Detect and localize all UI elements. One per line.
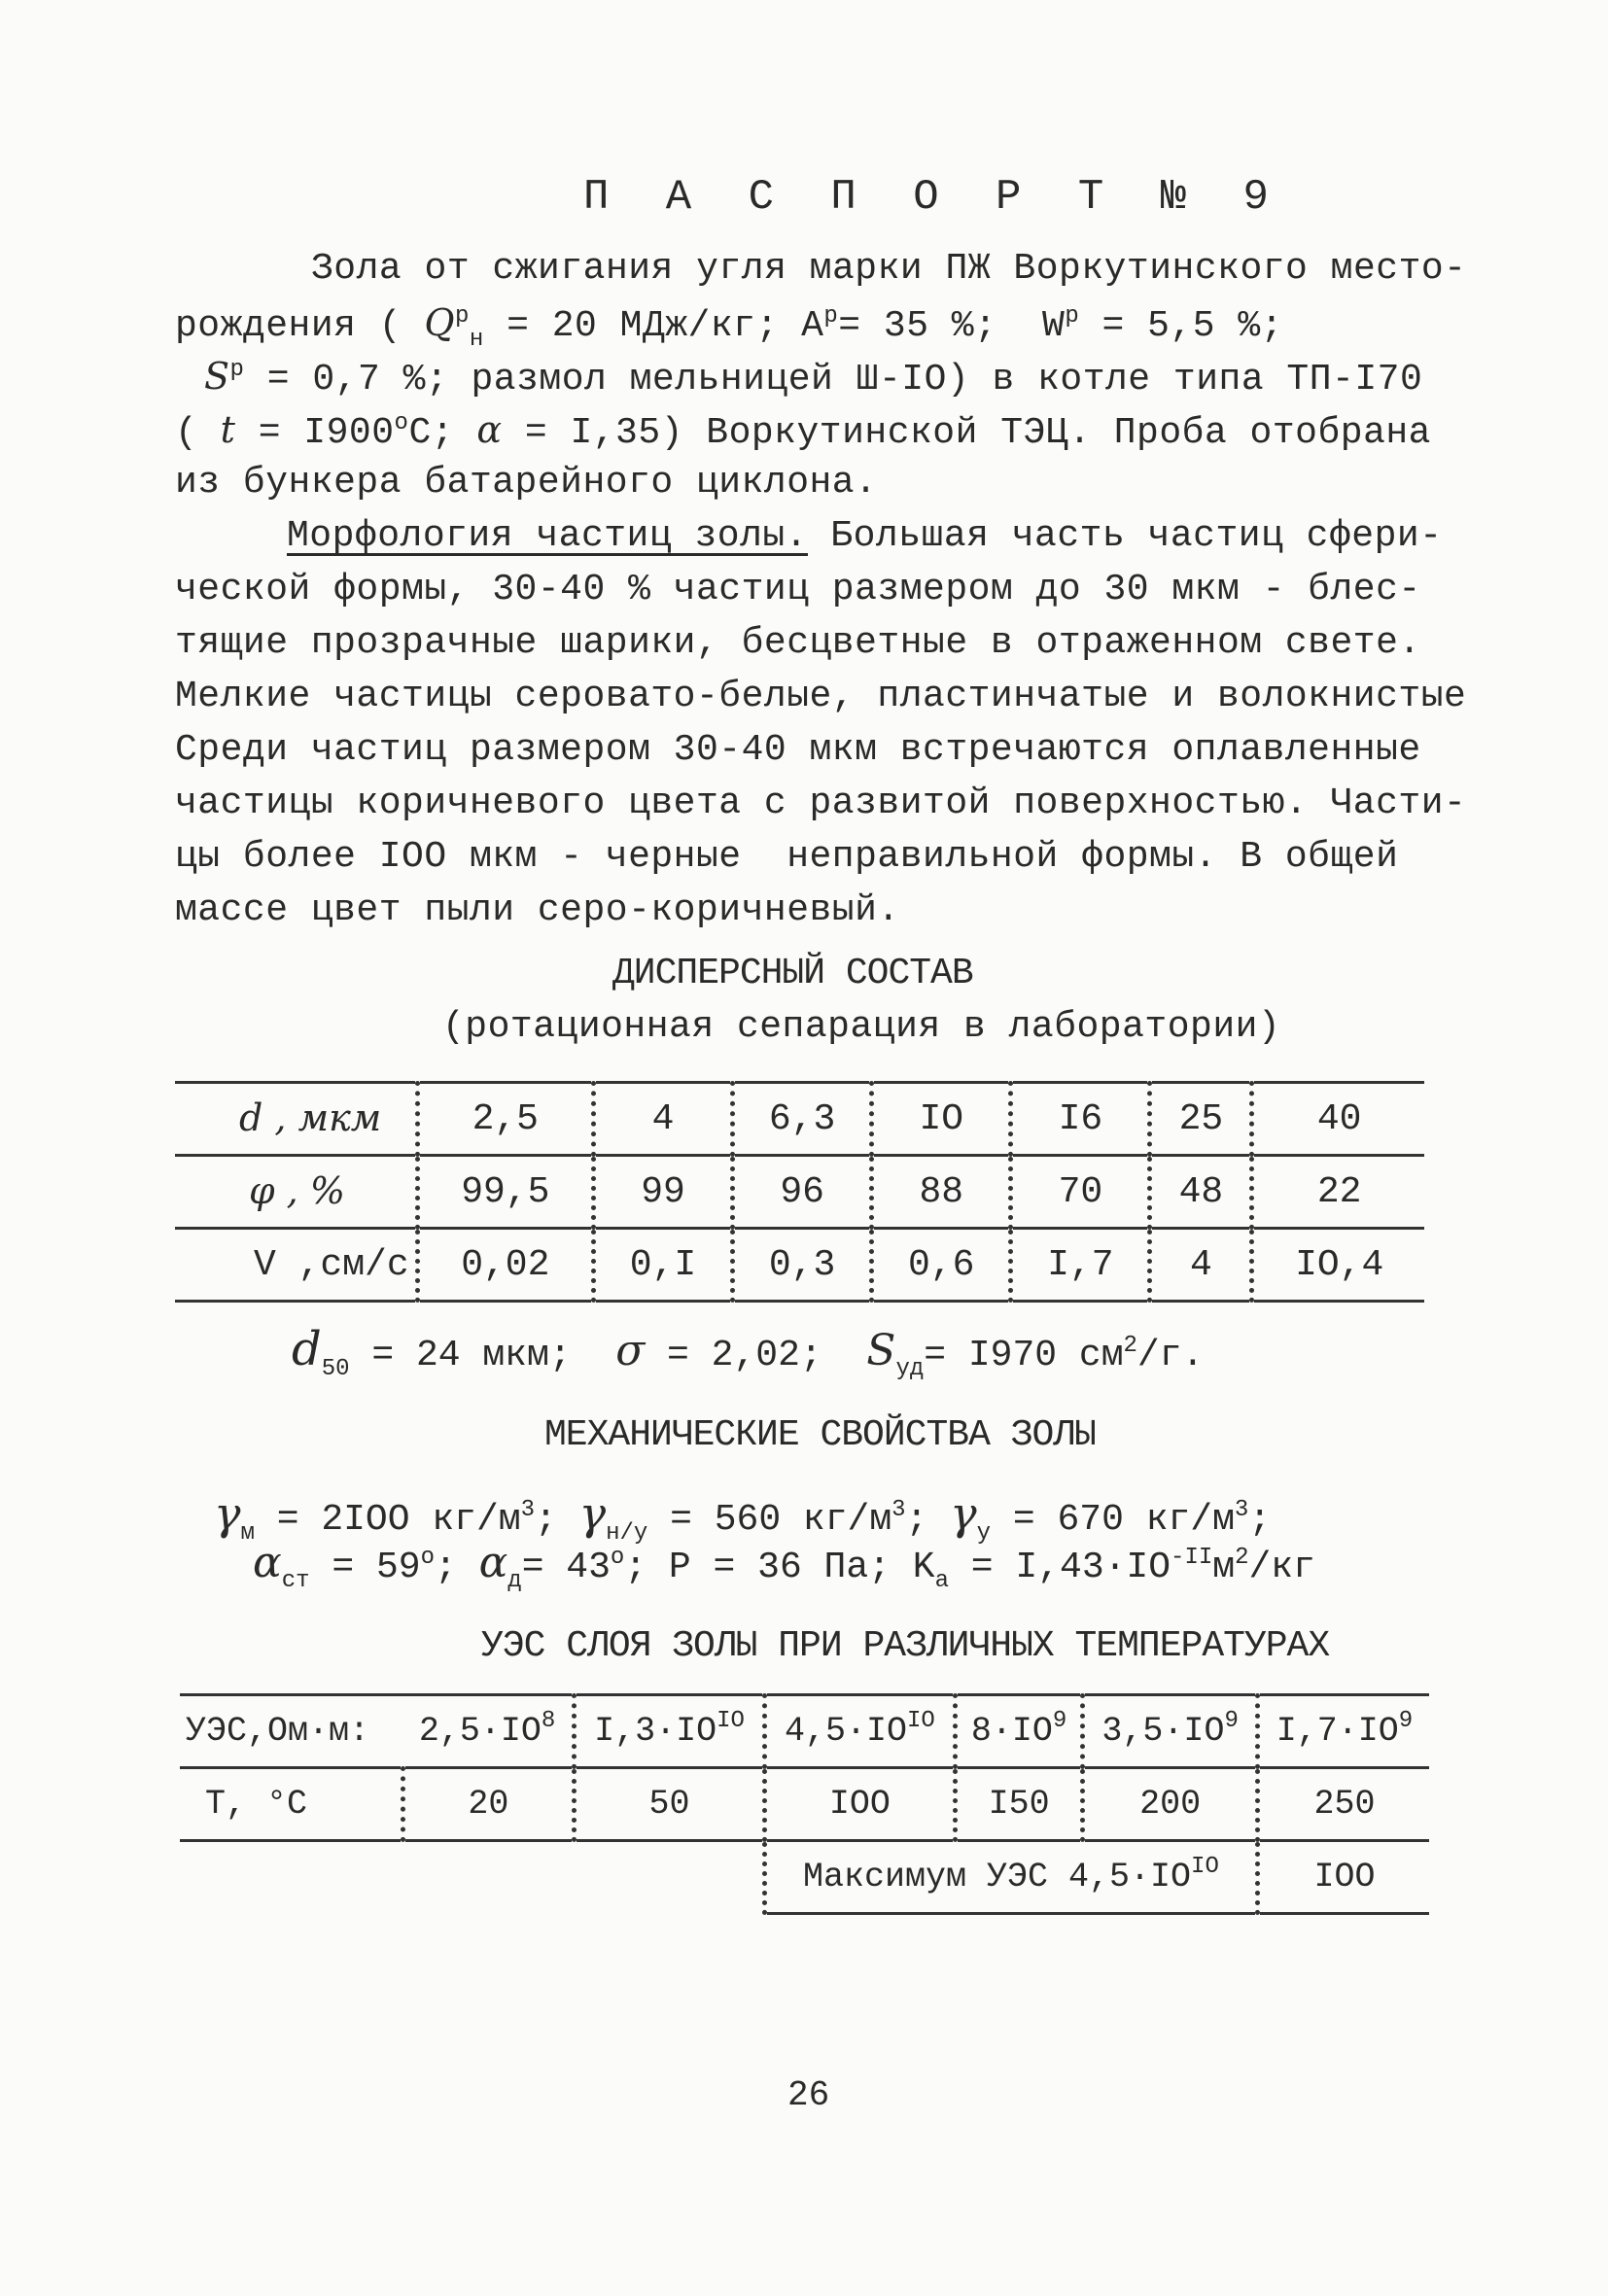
intro-line-5: из бункера батарейного циклона.: [175, 462, 878, 504]
intro-line-4: ( $t = I900^oC$; α = I,35) Воркутинской ТЭЦ. Проба отобрана: [175, 408, 1431, 454]
table-cell: 99: [593, 1156, 732, 1229]
table-cell: 6,3: [733, 1083, 872, 1156]
table-cell: 40: [1252, 1083, 1424, 1156]
table-cell: 25: [1150, 1083, 1252, 1156]
table-cell: $4,5\cdot IO^{IO}$: [764, 1695, 955, 1768]
row-label-v: V ,см/с: [175, 1229, 417, 1302]
table-row: [175, 1229, 1424, 1302]
table-cell: 20: [402, 1768, 575, 1841]
dispersion-heading: ДИСПЕРСНЫЙ СОСТАВ: [612, 953, 973, 994]
morph-line-7: цы более IOO мкм - черные неправильной формы. В общей: [175, 836, 1399, 878]
table-cell: 0,6: [872, 1229, 1011, 1302]
mechanical-line-2: $\alpha_{ст} = 59^o$; $\alpha_д= 43^o$; P = 36 Па; $K_а = I,43\cdot IO^{-II}м^2/кг$: [253, 1538, 1315, 1594]
table-cell: 96: [733, 1156, 872, 1229]
max-temp-cell: IOO: [1257, 1841, 1429, 1914]
morph-line-1: Морфология частиц золы. Большая часть частиц сфери-: [287, 515, 1443, 557]
table-cell-empty: [180, 1841, 402, 1914]
table-cell: I,7: [1011, 1229, 1150, 1302]
table-cell: $I,3\cdot IO^{IO}$: [575, 1695, 765, 1768]
table-cell: 250: [1257, 1768, 1429, 1841]
table-cell: I50: [955, 1768, 1083, 1841]
dispersion-subheading: (ротационная сепарация в лаборатории): [442, 1006, 1281, 1048]
table-cell: $3,5\cdot IO^9$: [1083, 1695, 1257, 1768]
mechanical-heading: МЕХАНИЧЕСКИЕ СВОЙСТВА ЗОЛЫ: [544, 1414, 1096, 1456]
mechanical-line-1: $\gamma_м = 2IOO$ $кг/м^3$; $\gamma_{н/у} = 560$ $кг/м^3$; $\gamma_у = 670$ $кг/м^3$;: [214, 1487, 1272, 1547]
table-cell: 99,5: [417, 1156, 593, 1229]
dispersion-table: [175, 1081, 1424, 1303]
resistivity-heading: УЭС СЛОЯ ЗОЛЫ ПРИ РАЗЛИЧНЫХ ТЕМПЕРАТУРАХ: [481, 1625, 1330, 1667]
table-cell: IOO: [764, 1768, 955, 1841]
table-cell: I6: [1011, 1083, 1150, 1156]
table-cell: $2,5\cdot IO^8$: [402, 1695, 575, 1768]
morph-line-3: тящие прозрачные шарики, бесцветные в отраженном свете.: [175, 622, 1421, 664]
table-cell: $8\cdot IO^9$: [955, 1695, 1083, 1768]
morph-line-6: частицы коричневого цвета с развитой поверхностью. Части-: [175, 783, 1467, 824]
rho-label: УЭС,Ом·м:: [180, 1695, 402, 1768]
table-cell: 200: [1083, 1768, 1257, 1841]
intro-line-3: $S^р = 0,7$ %; размол мельницей Ш-IO) в котле типа ТП-I70: [204, 355, 1423, 400]
table-cell: 0,I: [593, 1229, 732, 1302]
row-label-phi: φ , %: [175, 1156, 417, 1229]
dispersion-summary: $d_{50} = 24$ мкм; σ = 2,02; $S_{уд}= I970$ $см^2/г$.: [292, 1322, 1205, 1382]
t-label: T, °C: [180, 1768, 402, 1841]
table-cell-empty: [575, 1841, 765, 1914]
table-cell: 4: [1150, 1229, 1252, 1302]
max-label-cell: Максимум УЭС $4,5\cdot IO^{IO}$: [764, 1841, 1257, 1914]
intro-line-2: рождения ( $Q^р_н = 20$ МДж/кг; $А^р= 35$ %; $W^р = 5,5$ %;: [175, 301, 1283, 353]
resistivity-table: [180, 1693, 1429, 1915]
table-row: [175, 1156, 1424, 1229]
table-cell: $I,7\cdot IO^9$: [1257, 1695, 1429, 1768]
table-cell: 88: [872, 1156, 1011, 1229]
table-cell: IO,4: [1252, 1229, 1424, 1302]
table-cell: 0,3: [733, 1229, 872, 1302]
table-cell: IO: [872, 1083, 1011, 1156]
table-cell: 70: [1011, 1156, 1150, 1229]
table-cell: 22: [1252, 1156, 1424, 1229]
table-cell: 2,5: [417, 1083, 593, 1156]
table-cell: 4: [593, 1083, 732, 1156]
morph-line-2: ческой формы, 30-40 % частиц размером до 30 мкм - блес-: [175, 569, 1421, 610]
page-number: 26: [787, 2075, 830, 2115]
table-row: [180, 1768, 1429, 1841]
morph-label: Морфология частиц золы.: [287, 515, 808, 557]
intro-line-1: Зола от сжигания угля марки ПЖ Воркутинского место-: [311, 248, 1467, 290]
table-cell-empty: [402, 1841, 575, 1914]
table-cell: 50: [575, 1768, 765, 1841]
page-title: П А С П О Р Т № 9: [583, 173, 1284, 222]
row-label-d: d , мкм: [175, 1083, 417, 1156]
morph-line-5: Среди частиц размером 30-40 мкм встречаются оплавленные: [175, 729, 1421, 771]
table-row: [180, 1841, 1429, 1914]
table-row: [175, 1083, 1424, 1156]
table-row: [180, 1695, 1429, 1768]
morph-line-8: массе цвет пыли серо-коричневый.: [175, 889, 900, 931]
table-cell: 0,02: [417, 1229, 593, 1302]
morph-line-4: Мелкие частицы серовато-белые, пластинчатые и волокнистые: [175, 676, 1467, 717]
table-cell: 48: [1150, 1156, 1252, 1229]
